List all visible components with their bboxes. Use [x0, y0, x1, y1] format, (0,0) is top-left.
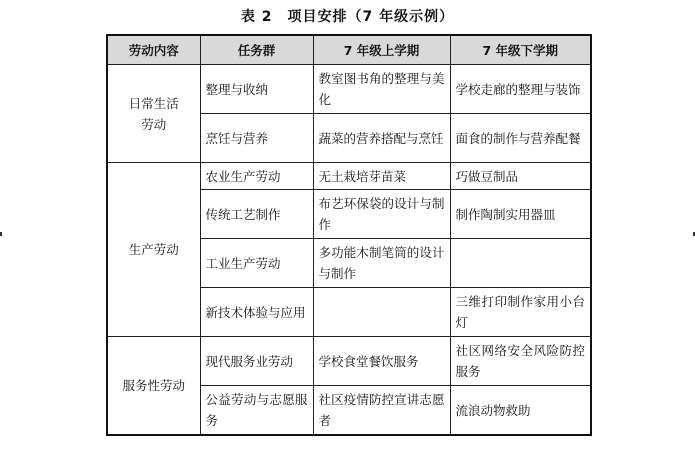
- first-semester-cell: 无土栽培芽苗菜: [313, 163, 450, 190]
- table-title: 表 2 项目安排（7 年级示例）: [240, 9, 455, 25]
- task-cell: 农业生产劳动: [200, 163, 313, 190]
- first-semester-cell: 教室图书角的整理与美化: [313, 65, 450, 114]
- second-semester-cell: 巧做豆制品: [450, 163, 591, 190]
- table-row: [107, 163, 591, 190]
- first-semester-cell: 布艺环保袋的设计与制作: [313, 190, 450, 239]
- first-semester-cell: [313, 288, 450, 337]
- header-second-semester: 7 年级下学期: [450, 35, 591, 65]
- project-arrangement-table: [106, 34, 592, 436]
- second-semester-cell: 三维打印制作家用小台灯: [450, 288, 591, 337]
- second-semester-cell: 流浪动物救助: [450, 386, 591, 436]
- header-labor-content: 劳动内容: [107, 35, 200, 65]
- first-semester-cell: 蔬菜的营养搭配与烹饪: [313, 114, 450, 163]
- task-cell: 公益劳动与志愿服务: [200, 386, 313, 436]
- second-semester-cell: [450, 239, 591, 288]
- category-cell: 生产劳动: [107, 163, 200, 337]
- header-first-semester: 7 年级上学期: [313, 35, 450, 65]
- second-semester-cell: 制作陶制实用器皿: [450, 190, 591, 239]
- category-cell: [107, 65, 200, 163]
- second-semester-cell: 学校走廊的整理与装饰: [450, 65, 591, 114]
- task-cell: 整理与收纳: [200, 65, 313, 114]
- first-semester-cell: 学校食堂餐饮服务: [313, 337, 450, 386]
- header-task-group: 任务群: [200, 35, 313, 65]
- category-cell: 服务性劳动: [107, 337, 200, 436]
- first-semester-cell: 多功能木制笔筒的设计与制作: [313, 239, 450, 288]
- table-row: [107, 337, 591, 386]
- table-container: [106, 34, 592, 436]
- table-row: [107, 65, 591, 114]
- header-row: [107, 35, 591, 65]
- second-semester-cell: 面食的制作与营养配餐: [450, 114, 591, 163]
- task-cell: 现代服务业劳动: [200, 337, 313, 386]
- task-cell: 工业生产劳动: [200, 239, 313, 288]
- first-semester-cell: 社区疫情防控宣讲志愿者: [313, 386, 450, 436]
- category-label: 日常生活 劳动: [128, 95, 179, 132]
- second-semester-cell: 社区网络安全风险防控服务: [450, 337, 591, 386]
- page-edge-mark-left: [0, 232, 2, 236]
- task-cell: 传统工艺制作: [200, 190, 313, 239]
- task-cell: 烹饪与营养: [200, 114, 313, 163]
- task-cell: 新技术体验与应用: [200, 288, 313, 337]
